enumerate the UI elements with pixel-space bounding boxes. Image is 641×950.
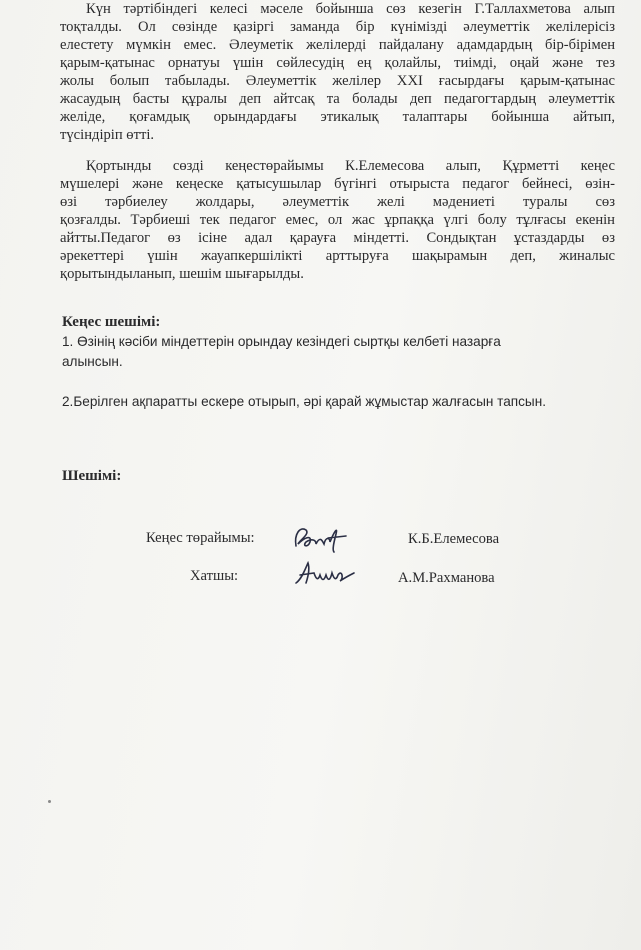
chair-signature (290, 520, 354, 554)
secretary-label: Хатшы: (190, 568, 239, 584)
paragraph-line: Қортынды сөзді кеңестөрайымы К.Елемесова алып, Құрметті кеңес (86, 158, 615, 174)
paper-speck (48, 800, 51, 803)
paragraph-line: жасаудың басты құралы деп айтсақ та болады деп педагогтардың әлеуметтік (60, 91, 615, 107)
paragraph-conclusion (60, 157, 615, 283)
paragraph-line: желіде, қоғамдық орындардағы этикалық талаптары бойынша айтып, (60, 109, 615, 125)
paragraph-line: елестету мүмкін емес. Әлеуметік желілерді пайдалану адамдардың бір-бірімен (60, 37, 615, 53)
paragraph-line: тоқталды. Ол сөзінде қазіргі заманда бір күнімізді әлеуметтік желілерісіз (60, 19, 615, 35)
decision-item-1-line-1: 1. Өзінің кәсіби міндеттерін орындау кезіндегі сыртқы келбеті назарға (62, 334, 501, 349)
secretary-signature (292, 559, 362, 589)
paragraph-line: Күн тәртібіндегі келесі мәселе бойынша сөз кезегін Г.Таллахметова алып (86, 1, 615, 17)
decision-item-2: 2.Берілген ақпаратты ескере отырып, әрі қарай жұмыстар жалғасын тапсын. (62, 394, 546, 409)
paragraph-agenda (60, 0, 615, 144)
paragraph-line: әрекеттері үшін жауапкершілікті арттыруға шақырамын деп, жиналыс (60, 248, 615, 264)
paragraph-line: қарым-қатынас орнатуы үшін сөйлесудің ең қолайлы, тиімді, оңай және тез (60, 55, 615, 71)
chair-name: К.Б.Елемесова (408, 531, 500, 547)
paragraph-line: өзі тәрбиелеу жолдары, әлеуметтік желі мәдениеті туралы сөз (60, 194, 615, 210)
paragraph-line: мүшелері және кеңеске қатысушылар бүгінгі отырыста педагог бейнесі, өзін- (60, 176, 615, 192)
resolution-heading: Шешімі: (62, 468, 122, 484)
chair-label: Кеңес төрайымы: (146, 530, 255, 546)
paragraph-line: түсіндіріп өтті. (60, 127, 155, 143)
paragraph-line: қорытындыланып, шешім шығарылды. (60, 266, 304, 282)
decision-item-1 (62, 332, 602, 372)
paragraph-line: айтты.Педагог өз ісіне адал қарауға міндетті. Сондықтан ұстаздарды өз (60, 230, 615, 246)
paragraph-line: қозғалды. Тәрбиеші тек педагог емес, ол жас ұрпаққа үлгі болу тұлғасы екенін (60, 212, 615, 228)
secretary-name: А.М.Рахманова (398, 570, 495, 586)
paragraph-line: жолы болып табылады. Әлеуметтік желілер XXI ғасырдағы қарым-қатынас (60, 73, 615, 89)
decision-heading: Кеңес шешімі: (62, 314, 161, 330)
decision-item-1-line-2: алынсын. (62, 354, 123, 369)
